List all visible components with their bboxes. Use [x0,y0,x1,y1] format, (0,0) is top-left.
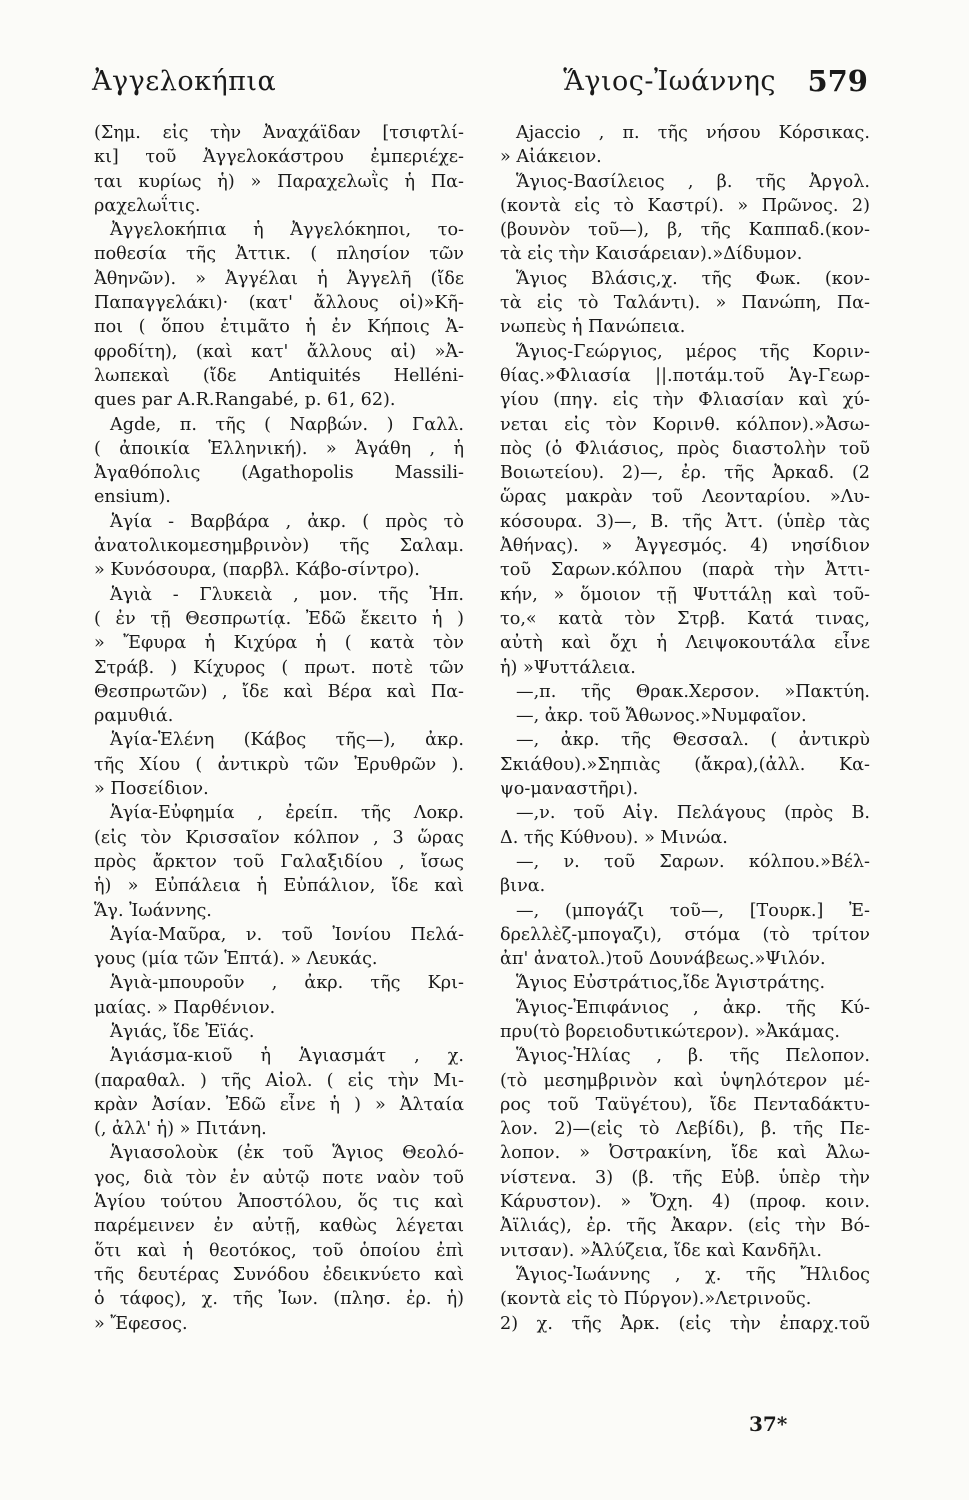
text-line: κι] τοῦ Ἀγγελοκάστρου ἐμπεριέχε- [94,147,464,168]
text-line: » Ποσείδιον. [94,779,209,800]
text-line: Ἁγία-Εὐφημία , ἐρείπ. τῆς Λοκρ. [110,803,464,824]
text-line: Agde, π. τῆς ( Ναρβών. ) Γαλλ. [110,414,464,435]
text-line: τὰ εἰς τὴν Καισάρειαν).»Δίδυμον. [500,244,803,265]
text-line: πρυ(τὸ βορειοδυτικώτερον). »Ἀκάμας. [500,1021,840,1042]
text-line: ψο-μαναστῆρι). [500,779,639,800]
text-line: Ἅγιος Εὐστράτιος,ἴδε Ἁγιστράτης. [516,973,826,994]
text-line: ποι ( ὅπου ἐτιμᾶτο ἡ ἐν Κήποις Ἀ- [94,317,464,338]
text-line: δρελλὲζ-μπογαζι), στόμα (τὸ τρίτον [500,924,870,945]
text-line: ραμυθιά. [94,706,174,727]
text-line: Ἁγιὰ - Γλυκειὰ , μον. τῆς Ἠπ. [110,584,464,605]
text-line: Ἁγία-Μαῦρα, ν. τοῦ Ἰονίου Πελά- [110,924,464,945]
text-line: Ἀθήνας). » Ἀγγεσμός. 4) νησίδιον [500,536,870,557]
text-line: —, ἀκρ. τοῦ Ἄθωνος.»Νυμφαῖον. [516,706,807,727]
text-line: Ἁγία-Ἑλένη (Κάβος τῆς—), ἀκρ. [110,730,464,751]
text-line: ὅτι καὶ ἡ θεοτόκος, τοῦ ὁποίου ἐπὶ [94,1240,464,1261]
text-line: ποθεσία τῆς Ἀττικ. ( πλησίον τῶν [94,244,464,265]
left-column [94,121,464,1336]
text-line: λωπεκαὶ (ἴδε Antiquités Helléni- [94,365,464,386]
text-line: κρὰν Ἀσίαν. Ἐδῶ εἶνε ἡ ) » Ἀλταία [94,1094,464,1115]
text-line: » Αἰάκειον. [500,147,602,168]
text-line: αὐτὴ καὶ ὄχι ἡ Λειψοκουτάλα εἶνε [500,633,870,654]
text-line: (τὸ μεσημβρινὸν καὶ ὑψηλότερον μέ- [500,1070,870,1091]
text-line: παρέμεινεν ἐν αὐτῇ, καθὼς λέγεται [94,1216,464,1237]
text-line: Ἁγίου τούτου Ἀποστόλου, ὅς τις καὶ [94,1192,464,1213]
text-line: —, (μπογάζι τοῦ—, [Τουρκ.] Ἐ- [516,900,870,921]
text-line: Παπαγγελάκι)· (κατ' ἄλλους οἱ)»Κῆ- [94,293,464,314]
text-line: Ἅγιος-Βασίλειος , β. τῆς Ἀργολ. [516,171,870,192]
text-line: Ἁγιάς, ἴδε Ἐϊάς. [110,1021,255,1042]
text-line: ἀπ' ἀνατολ.)τοῦ Δουνάβεως.»Ψιλόν. [500,949,826,970]
text-line: Βοιωτείου). 2)—, ἐρ. τῆς Ἀρκαδ. (2 [500,463,870,484]
text-line: γίου (πηγ. εἰς τὴν Φλιασίαν καὶ χύ- [500,390,870,411]
text-line: κήν, » ὅμοιον τῇ Ψυττάλῃ καὶ τοῦ- [500,584,870,605]
text-line: τῆς Χίου ( ἀντικρὺ τῶν Ἐρυθρῶν ). [94,754,464,775]
header-right-title: Ἅγιος-Ἰωάννης [563,66,776,97]
text-line: ἡ) »Ψυττάλεια. [500,657,636,678]
text-line: (εἰς τὸν Κρισσαῖον κόλπον , 3 ὥρας [94,827,464,848]
text-line: Στράβ. ) Κίχυρος ( πρωτ. ποτὲ τῶν [94,657,464,678]
text-line: βινα. [500,876,546,897]
text-line: γος, διὰ τὸν ἐν αὐτῷ ποτε ναὸν τοῦ [94,1167,464,1188]
text-line: (βουνὸν τοῦ—), β, τῆς Καππαδ.(κον- [500,220,870,241]
text-line: (κοντὰ εἰς τὸ Καστρί). » Πρῶνος. 2) [500,195,870,216]
text-line: (παραθαλ. ) τῆς Αἰολ. ( εἰς τὴν Μι- [94,1070,464,1091]
text-line: μαίας. » Παρθένιον. [94,997,276,1018]
text-line: —, ἀκρ. τῆς Θεσσαλ. ( ἀντικρὺ [516,730,870,751]
text-line: (κοντὰ εἰς τὸ Πύργον).»Λετρινοῦς. [500,1289,812,1310]
text-line: (Σημ. εἰς τὴν Ἀναχάϊδαν [τσιφτλί- [94,123,464,143]
text-line: φροδίτη), (καὶ κατ' ἄλλους αἱ) »Ἀ- [94,341,464,362]
text-line: Ἀγγελοκήπια ἡ Ἀγγελόκηποι, το- [110,220,464,241]
text-line: —,π. τῆς Θρακ.Χερσον. »Πακτύη. [516,681,870,702]
text-line: τοῦ Σαρων.κόλπου (παρὰ τὴν Ἀττι- [500,560,870,581]
text-line: γους (μία τῶν Ἑπτά). » Λευκάς. [94,949,378,970]
text-line: θίας.»Φλιασία ||.ποτάμ.τοῦ Ἁγ-Γεωρ- [500,365,870,386]
right-column [500,121,870,1336]
text-line: Ἅγ. Ἰωάννης. [94,900,212,921]
text-line: πρὸς ἄρκτον τοῦ Γαλαξιδίου , ἴσως [94,851,464,872]
text-line: ὁ τάφος), χ. τῆς Ἰων. (πλησ. ἐρ. ἡ) [94,1289,464,1310]
text-line: ται κυρίως ἡ) » Παραχελωῒς ἡ Πα- [94,171,464,192]
text-line: ρος τοῦ Ταϋγέτου), ἴδε Πενταδάκτυ- [500,1094,870,1115]
text-line: Ἁγία - Βαρβάρα , ἀκρ. ( πρὸς τὸ [110,511,464,532]
signature-mark: 37* [749,1412,788,1436]
text-line: ραχελωΐτις. [94,195,201,216]
text-line: ques par A.R.Rangabé, p. 61, 62). [94,390,396,411]
text-line: Ἅγιος-Γεώργιος, μέρος τῆς Κοριν- [516,341,870,362]
text-line: » Ἔφυρα ἡ Κιχύρα ἡ ( κατὰ τὸν [94,633,464,654]
text-line: Ἀγαθόπολις (Agathopolis Massili- [94,463,464,484]
text-line: Ἅγιος-Ἰωάννης , χ. τῆς Ἤλιδος [516,1264,870,1285]
text-line: Σκιάθου).»Σηπιὰς (ἄκρα),(ἀλλ. Κα- [500,754,870,775]
page-number: 579 [807,64,868,98]
text-line: Θεσπρωτῶν) , ἴδε καὶ Βέρα καὶ Πα- [94,681,464,702]
text-line: Δ. τῆς Κύθνου). » Μινώα. [500,827,728,848]
text-line: Ἀϊλιάς), ἐρ. τῆς Ἀκαρν. (εἰς τὴν Βό- [500,1216,870,1237]
text-line: ensium). [94,487,171,508]
text-line: Ajaccio , π. τῆς νήσου Κόρσικας. [516,123,870,143]
text-line: τὰ εἰς τὸ Ταλάντι). » Πανώπη, Πα- [500,293,870,314]
header-left-title: Ἀγγελοκήπια [92,66,277,97]
text-line: (, ἀλλ' ἡ) » Πιτάνη. [94,1119,267,1140]
text-line: ὥρας μακρὰν τοῦ Λεονταρίου. »Λυ- [500,487,870,508]
text-line: νεται εἰς τὸν Κορινθ. κόλπον).»Ἀσω- [500,414,870,435]
text-line: Ἁγιὰ-μπουροῦν , ἀκρ. τῆς Κρι- [110,973,464,994]
text-line: νιτσαν). »Ἀλύζεια, ἴδε καὶ Κανδῆλι. [500,1240,822,1261]
text-line: Ἅγιος-Ἠλίας , β. τῆς Πελοπον. [516,1046,870,1067]
text-line: πὸς (ὁ Φλιάσιος, πρὸς διαστολὴν τοῦ [500,438,870,459]
text-line: ( ἐν τῇ Θεσπρωτίᾳ. Ἐδῶ ἔκειτο ἡ ) [94,608,464,629]
text-line: » Κυνόσουρα, (παρβλ. Κάβο-σίντρο). [94,560,420,581]
text-line: Κάρυστον). » Ὄχη. 4) (προφ. κοιν. [500,1192,870,1213]
text-line: —,ν. τοῦ Αἰγ. Πελάγους (πρὸς Β. [516,803,870,824]
text-line: 2) χ. τῆς Ἀρκ. (εἰς τὴν ἐπαρχ.τοῦ [500,1313,870,1334]
text-line: το,« κατὰ τὸν Στρβ. Κατά τινας, [500,608,870,629]
text-line: —, ν. τοῦ Σαρων. κόλπου.»Βέλ- [516,851,870,872]
text-line: λοπον. » Ὀστρακίνη, ἴδε καὶ Ἀλω- [500,1143,870,1164]
text-line: λον. 2)—(εἰς τὸ Λεβίδι), β. τῆς Πε- [500,1119,870,1140]
text-line: νίστενα. 3) (β. τῆς Εὐβ. ὑπὲρ τὴν [500,1167,870,1188]
text-line: Ἁγιασολοὺκ (ἐκ τοῦ Ἅγιος Θεολό- [110,1143,464,1164]
running-header [92,66,868,110]
text-line: νωπεὺς ἡ Πανώπεια. [500,317,686,338]
text-line: Ἅγιος Βλάσις,χ. τῆς Φωκ. (κον- [516,268,870,289]
text-line: » Ἔφεσος. [94,1313,188,1334]
text-line: τῆς δευτέρας Συνόδου ἐδεικνύετο καὶ [94,1264,464,1285]
text-line: ( ἀποικία Ἑλληνική). » Ἀγάθη , ἡ [94,438,464,459]
text-line: Ἁγιάσμα-κιοῦ ἡ Ἁγιασμάτ , χ. [110,1046,464,1067]
text-line: κόσουρα. 3)—, Β. τῆς Ἀττ. (ὑπὲρ τὰς [500,511,870,532]
text-line: Ἀθηνῶν). » Ἀγγέλαι ἡ Ἀγγελῆ (ἴδε [94,268,464,289]
text-line: ἡ) » Εὐπάλεια ἡ Εὐπάλιον, ἴδε καὶ [94,876,464,897]
text-line: ἀνατολικομεσημβρινὸν) τῆς Σαλαμ. [94,536,464,557]
text-line: Ἅγιος-Ἐπιφάνιος , ἀκρ. τῆς Κύ- [516,997,870,1018]
